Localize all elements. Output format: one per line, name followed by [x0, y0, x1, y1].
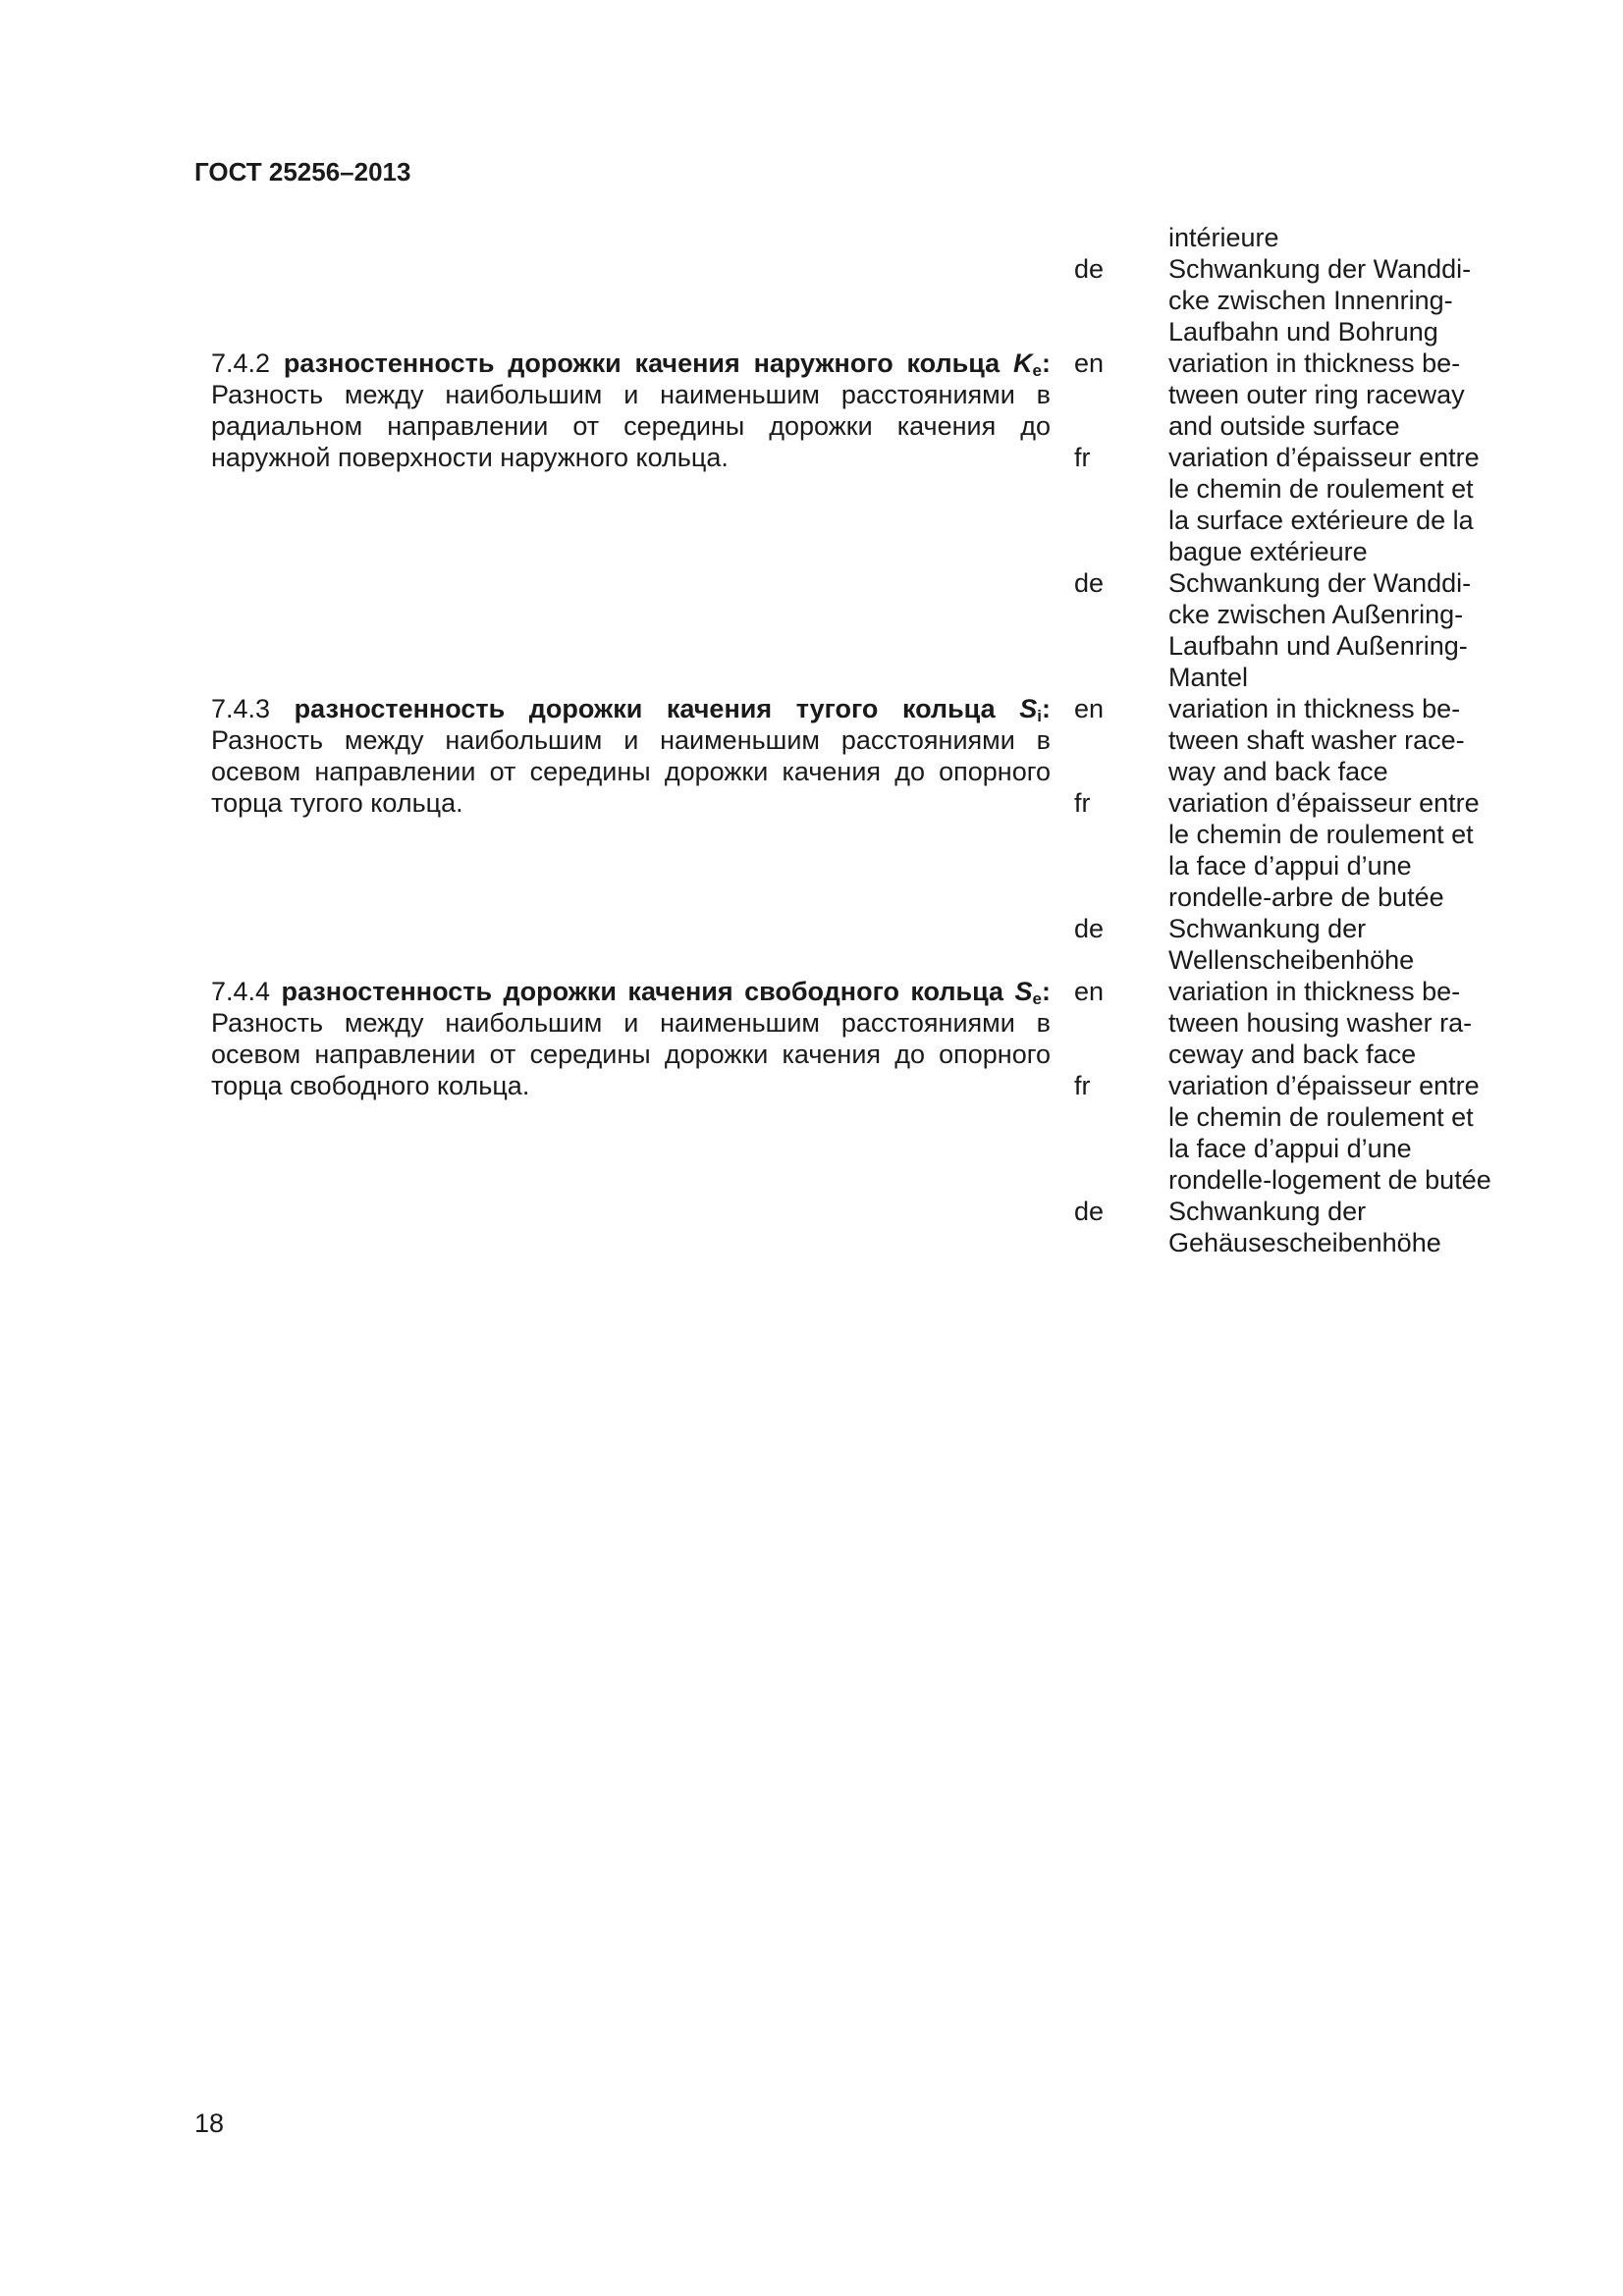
foreign-term-line: intérieure	[1168, 223, 1279, 252]
foreign-term-line: tween housing washer ra-	[1168, 1008, 1473, 1038]
language-code	[1074, 1039, 1163, 1070]
entry-definition: Разность между наибольшим и наименьшим расстояниями в осевом направлении от середины дорожки качения до опорного торца свободного кольца.	[211, 1008, 1051, 1100]
language-code	[1074, 505, 1163, 536]
language-code: de	[1074, 254, 1105, 284]
language-code	[1074, 1227, 1163, 1258]
foreign-term-line: la face d’appui d’une	[1168, 851, 1412, 881]
entry-definition: Разность между наибольшим и наименьшим расстояниями в осевом направлении от середины дорожки качения до опорного торца тугого кольца.	[211, 725, 1051, 818]
language-code	[1074, 316, 1163, 347]
entry-symbol: K	[1013, 348, 1033, 378]
language-code	[1074, 599, 1163, 630]
language-code: en	[1074, 977, 1105, 1006]
language-code	[1074, 850, 1163, 881]
entry-term: разностенность дорожки качения наружного кольца	[283, 348, 1001, 378]
foreign-term-line: Wellenscheibenhöhe	[1168, 945, 1415, 975]
language-code	[1074, 536, 1163, 567]
entry-number: 7.4.2	[211, 348, 271, 378]
language-code: fr	[1074, 1071, 1091, 1100]
foreign-term-line: variation in thickness be-	[1168, 348, 1461, 378]
foreign-term-line: ceway and back face	[1168, 1040, 1417, 1069]
entry-term: разностенность дорожки качения тугого кольца	[294, 694, 996, 723]
language-code	[1074, 222, 1163, 253]
foreign-term-line: tween shaft washer race-	[1168, 725, 1465, 755]
term-entry-7-4-3	[211, 693, 1051, 819]
foreign-term-line: Mantel	[1168, 663, 1249, 692]
entry-number: 7.4.3	[211, 694, 271, 723]
foreign-term-line: variation in thickness be-	[1168, 694, 1461, 723]
document-header: ГОСТ 25256–2013	[194, 157, 411, 187]
foreign-term-line: le chemin de roulement et	[1168, 474, 1474, 504]
language-code	[1074, 662, 1163, 693]
language-code	[1074, 819, 1163, 850]
foreign-term-line: cke zwischen Innenring-	[1168, 286, 1453, 315]
foreign-term-line: bague extérieure	[1168, 537, 1368, 566]
foreign-term-line: Schwankung der	[1168, 1197, 1367, 1226]
language-code: de	[1074, 1197, 1105, 1226]
foreign-term-line: variation d’épaisseur entre	[1168, 1071, 1480, 1100]
foreign-term-line: way and back face	[1168, 757, 1388, 786]
foreign-term-line: and outside surface	[1168, 411, 1400, 441]
foreign-term-line: rondelle-logement de butée	[1168, 1165, 1491, 1195]
language-code	[1074, 473, 1163, 505]
entry-symbol: S	[1014, 977, 1033, 1006]
entry-number: 7.4.4	[211, 977, 271, 1006]
language-code	[1074, 410, 1163, 442]
entry-colon: :	[1041, 348, 1051, 378]
entry-symbol: S	[1019, 694, 1038, 723]
language-code	[1074, 1164, 1163, 1196]
foreign-term-line: Schwankung der	[1168, 914, 1367, 943]
entry-symbol-subscript: e	[1032, 989, 1042, 1008]
language-code: en	[1074, 694, 1105, 723]
foreign-term-line: Laufbahn und Außenring-	[1168, 631, 1468, 661]
language-code: de	[1074, 568, 1105, 598]
foreign-term-line: cke zwischen Außenring-	[1168, 600, 1464, 629]
language-code: fr	[1074, 788, 1091, 818]
foreign-term-line: variation d’épaisseur entre	[1168, 443, 1480, 472]
language-code: fr	[1074, 443, 1091, 472]
foreign-term-column	[1168, 222, 1522, 1258]
foreign-term-line: Schwankung der Wanddi-	[1168, 568, 1472, 598]
page-number: 18	[194, 2109, 225, 2138]
entry-term: разностенность дорожки качения свободного кольца	[281, 977, 1004, 1006]
entry-definition: Разность между наибольшим и наименьшим расстояниями в радиальном направлении от середины дорожки качения до наружной поверхности наружного кольца.	[211, 380, 1051, 472]
foreign-term-line: Gehäusescheibenhöhe	[1168, 1228, 1441, 1257]
language-code	[1074, 1133, 1163, 1164]
foreign-term-line: variation d’épaisseur entre	[1168, 788, 1480, 818]
language-code	[1074, 630, 1163, 662]
entry-symbol-subscript: i	[1037, 707, 1042, 725]
language-code	[1074, 1007, 1163, 1039]
language-code: en	[1074, 348, 1105, 378]
language-code	[1074, 944, 1163, 976]
language-code	[1074, 379, 1163, 410]
foreign-term-line: la face d’appui d’une	[1168, 1134, 1412, 1163]
language-code	[1074, 1101, 1163, 1133]
language-code-column	[1074, 222, 1163, 1258]
foreign-term-line: rondelle-arbre de butée	[1168, 882, 1444, 912]
foreign-term-line: variation in thickness be-	[1168, 977, 1461, 1006]
language-code	[1074, 724, 1163, 756]
foreign-term-line: Schwankung der Wanddi-	[1168, 254, 1472, 284]
language-code	[1074, 756, 1163, 787]
entry-symbol-subscript: e	[1032, 361, 1042, 380]
term-entry-7-4-4	[211, 976, 1051, 1101]
foreign-term-line: le chemin de roulement et	[1168, 1102, 1474, 1132]
foreign-term-line: Laufbahn und Bohrung	[1168, 317, 1438, 347]
language-code: de	[1074, 914, 1105, 943]
language-code	[1074, 285, 1163, 316]
entry-colon: :	[1041, 694, 1051, 723]
foreign-term-line: le chemin de roulement et	[1168, 820, 1474, 849]
entry-colon: :	[1041, 977, 1051, 1006]
foreign-term-line: tween outer ring raceway	[1168, 380, 1465, 409]
term-entry-7-4-2	[211, 347, 1051, 473]
language-code	[1074, 881, 1163, 913]
foreign-term-line: la surface extérieure de la	[1168, 506, 1474, 535]
